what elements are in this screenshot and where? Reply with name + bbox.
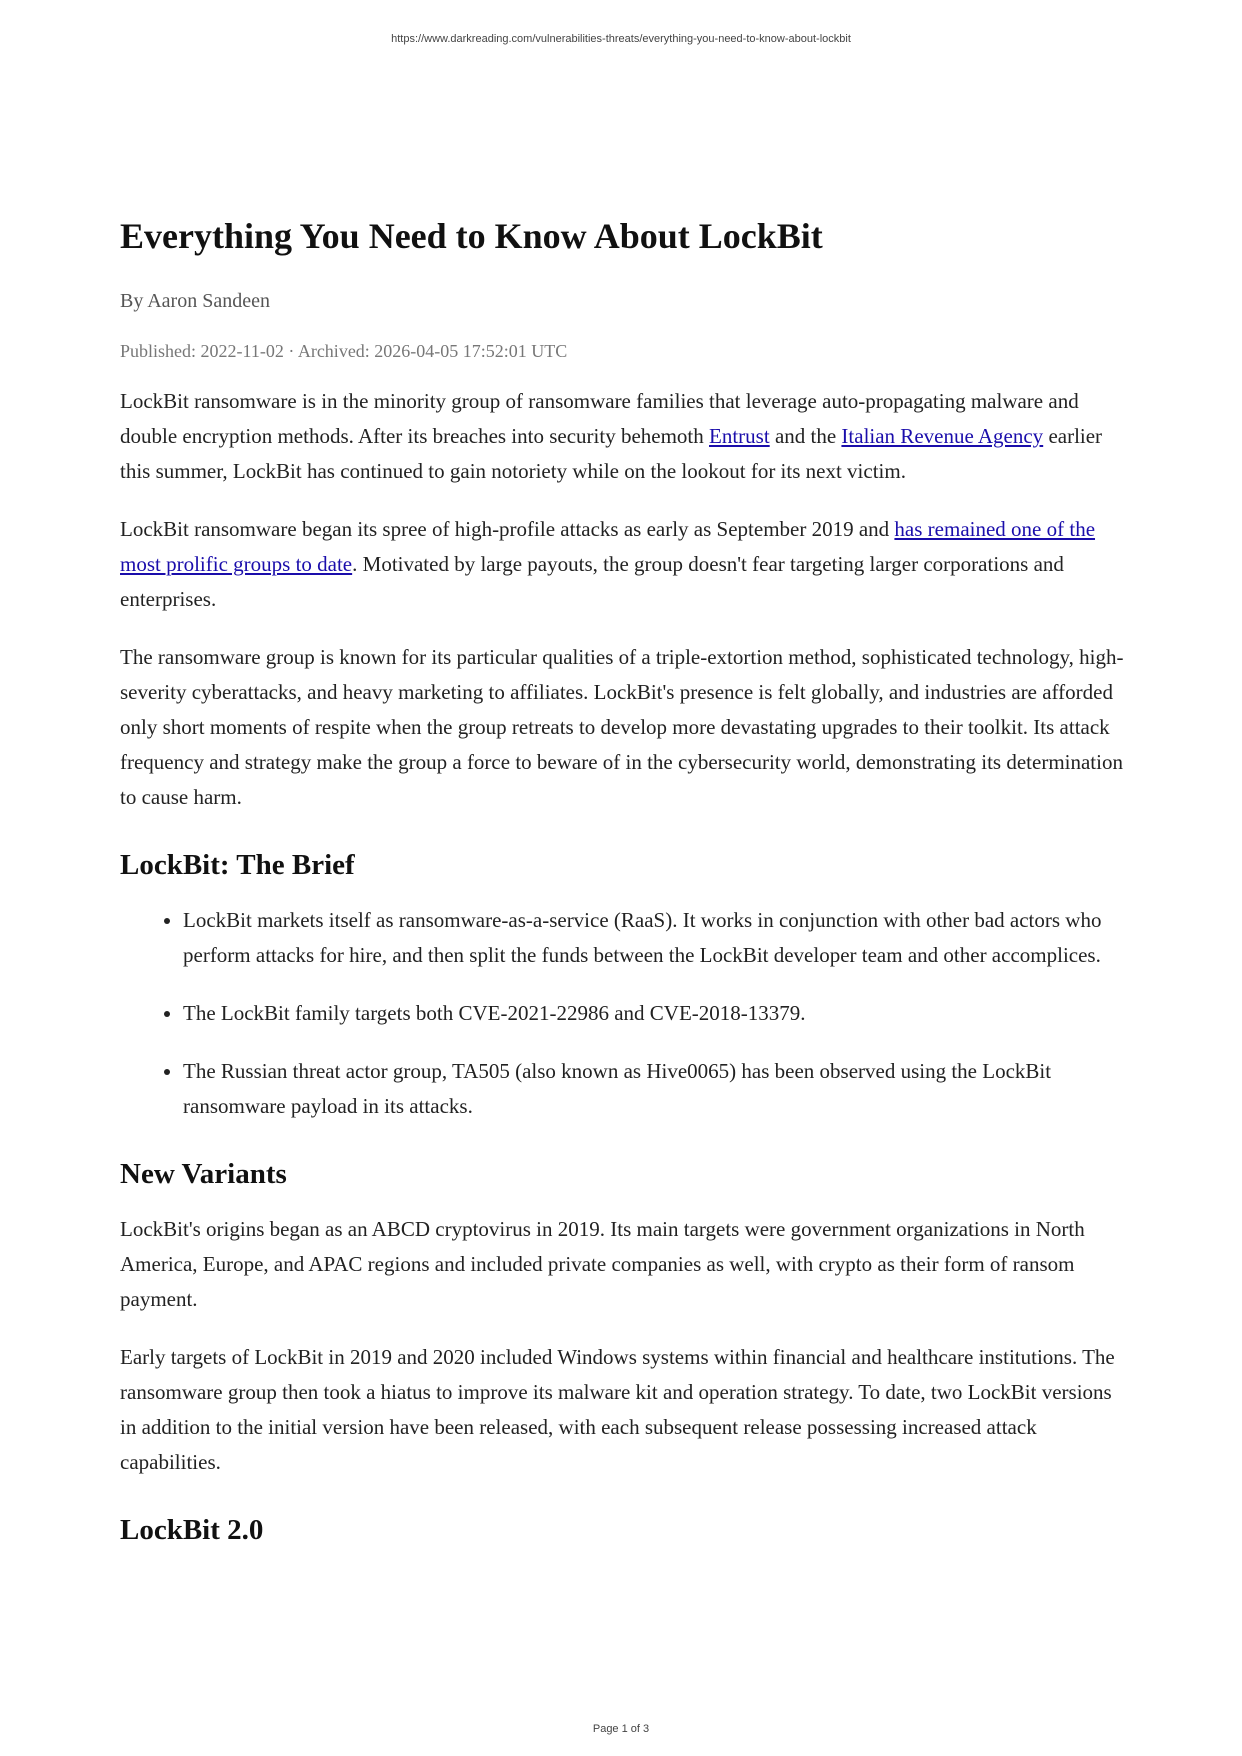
- italian-revenue-agency-link[interactable]: Italian Revenue Agency: [841, 424, 1044, 448]
- text: LockBit ransomware is in the minority group of ransomware families that leverage auto-propagating malware and double encryption methods. After its breaches into security behemoth: [120, 389, 1079, 448]
- paragraph: LockBit's origins began as an ABCD cryptovirus in 2019. Its main targets were government organizations in North America, Europe, and APAC regions and included private companies as well, with crypto as their form of ransom payment.: [120, 1217, 1085, 1311]
- text: earlier this summer, LockBit has continued to gain notoriety while on the lookout for its next victim.: [120, 424, 1103, 483]
- paragraph: [120, 512, 1132, 617]
- page-url: https://www.darkreading.com/vulnerabilities-threats/everything-you-need-to-know-about-lockbit: [391, 33, 851, 45]
- list-item: • The LockBit family targets both CVE-2021-22986 and CVE-2018-13379.: [183, 996, 1132, 1031]
- text: . Motivated by large payouts, the group doesn't fear targeting larger corporations and enterprises.: [120, 552, 1064, 611]
- section-heading: LockBit: The Brief: [120, 849, 355, 881]
- list-item: • LockBit markets itself as ransomware-as-a-service (RaaS). It works in conjunction with other bad actors who perform attacks for hire, and then split the funds between the LockBit developer team and other accomplices.: [183, 903, 1132, 973]
- section-heading: New Variants: [120, 1158, 287, 1190]
- paragraph: The ransomware group is known for its particular qualities of a triple-extortion method, sophisticated technology, high-severity cyberattacks, and heavy marketing to affiliates. LockBit's presence is felt globally, and industries are afforded only short moments of respite when the group retreats to develop more devastating upgrades to their toolkit. Its attack frequency and strategy make the group a force to beware of in the cybersecurity world, demonstrating its determination to cause harm.: [120, 645, 1124, 809]
- page-number: Page 1 of 3: [592, 1723, 650, 1735]
- paragraph: Early targets of LockBit in 2019 and 2020 included Windows systems within financial and healthcare institutions. The ransomware group then took a hiatus to improve its malware kit and operation strategy. To date, two LockBit versions in addition to the initial version have been released, with each subsequent release possessing increased attack capabilities.: [120, 1345, 1115, 1474]
- section-heading: LockBit 2.0: [120, 1514, 264, 1546]
- brief-list: [120, 903, 1132, 1124]
- prolific-groups-link[interactable]: has remained one of the most prolific groups to date: [120, 517, 1096, 576]
- text: LockBit ransomware began its spree of high-profile attacks as early as September 2019 and: [120, 517, 895, 541]
- byline: By Aaron Sandeen: [120, 290, 270, 312]
- entrust-link[interactable]: Entrust: [709, 424, 770, 448]
- paragraph: [120, 384, 1132, 489]
- article-title: Everything You Need to Know About LockBit: [120, 216, 823, 256]
- publish-meta: Published: 2022-11-02 · Archived: 2026-04-05 17:52:01 UTC: [120, 341, 568, 361]
- list-item: • The Russian threat actor group, TA505 (also known as Hive0065) has been observed using the LockBit ransomware payload in its attacks.: [183, 1054, 1132, 1124]
- article: [120, 214, 1132, 1568]
- text: and the: [769, 424, 842, 448]
